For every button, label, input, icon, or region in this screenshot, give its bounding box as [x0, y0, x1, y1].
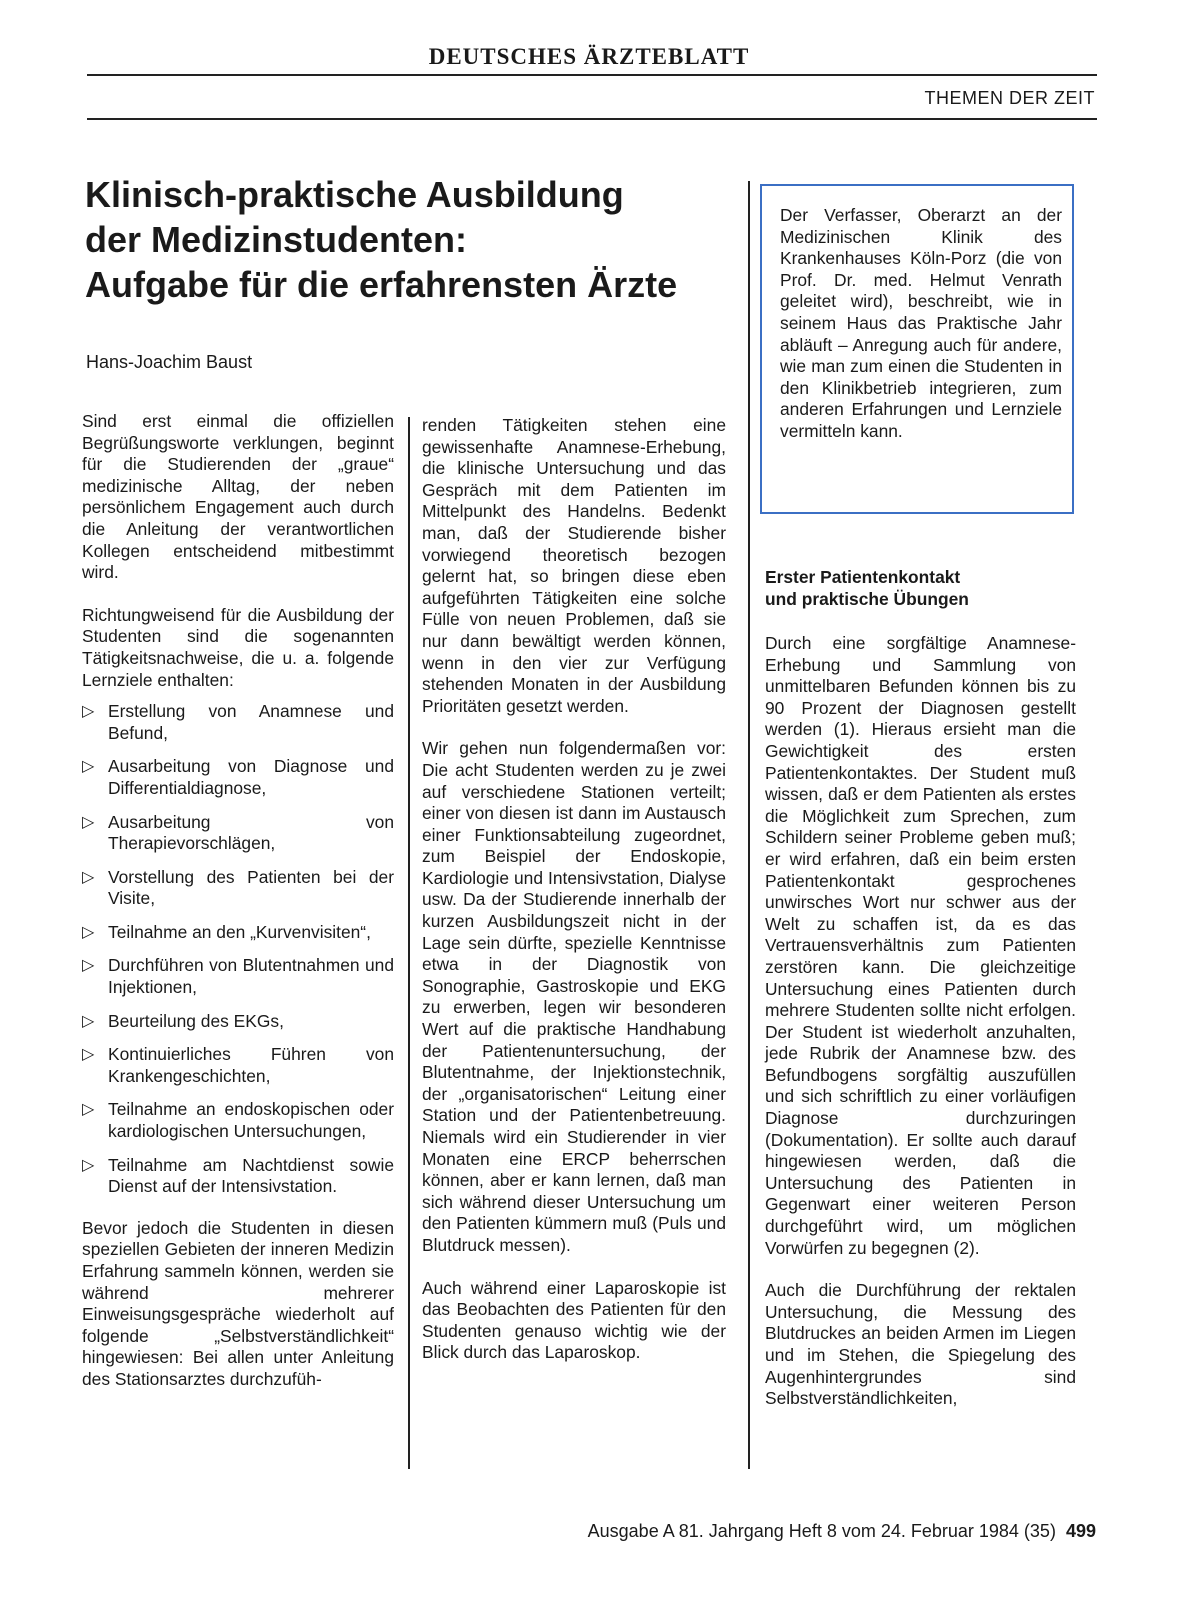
- article-title: [85, 172, 765, 307]
- triangle-right-icon: ▷: [82, 758, 95, 776]
- triangle-right-icon: ▷: [82, 1101, 95, 1119]
- list-item: ▷ Vorstellung des Patienten bei der Visite,: [82, 866, 394, 909]
- info-box: [760, 184, 1074, 514]
- triangle-right-icon: ▷: [82, 957, 95, 975]
- triangle-right-icon: ▷: [82, 703, 95, 721]
- triangle-right-icon: ▷: [82, 923, 95, 941]
- title-line: Klinisch-praktische Ausbildung: [85, 174, 624, 215]
- title-line: der Medizinstudenten:: [85, 219, 468, 260]
- paragraph: Durch eine sorgfältige Anamnese-Erhebung und Sammlung von unmittelbaren Befunden können bis zu 90 Prozent der Diagnosen gestellt werden (1). Hieraus ersieht man die Gewichtigkeit des ersten Patientenkontaktes. Der Student muß wissen, daß er dem Patienten als erstes die Möglichkeit zum Sprechen, zum Schildern seiner Probleme geben muß; er wird erfahren, daß ein beim ersten Patientenkontakt gesprochenes unwirsches Wort nur schwer aus der Welt zu schaffen ist, da es das Vertrauensverhältnis zum Patienten zerstören kann. Die gleichzeitige Untersuchung eines Patienten durch mehrere Studenten sollte nicht erfolgen. Der Student ist wiederholt anzuhalten, jede Rubrik der Anamnese bzw. des Befundbogens sorgfältig auszufüllen und sich schriftlich zu einer vorläufigen Diagnose durchzuringen (Dokumentation). Er sollte auch darauf hingewiesen werden, daß die Untersuchung des Patienten in Gegenwart einer weiteren Person durchgeführt wird, um möglichen Vorwürfen zu begegnen (2).: [765, 633, 1076, 1258]
- paragraph: Auch die Durchführung der rektalen Untersuchung, die Messung des Blutdruckes an beiden Armen im Liegen und im Stehen, die Spiegelung des Augenhintergrundes sind Selbstverständlichkeiten,: [765, 1280, 1076, 1409]
- list-item: ▷ Teilnahme an endoskopischen oder kardiologischen Untersuchungen,: [82, 1099, 394, 1142]
- triangle-right-icon: ▷: [82, 868, 95, 886]
- subhead-line: und praktische Übungen: [765, 588, 969, 609]
- list-item: ▷ Beurteilung des EKGs,: [82, 1010, 284, 1031]
- list-item: ▷ Durchführen von Blutentnahmen und Injektionen,: [82, 955, 394, 998]
- triangle-right-icon: ▷: [82, 1046, 95, 1064]
- section-label: THEMEN DER ZEIT: [924, 88, 1095, 108]
- title-line: Aufgabe für die erfahrensten Ärzte: [85, 264, 678, 305]
- page-footer: [588, 1521, 1096, 1542]
- list-item: ▷ Kontinuierliches Führen von Krankengeschichten,: [82, 1044, 394, 1086]
- list-item: ▷ Ausarbeitung von Diagnose und Differentialdiagnose,: [82, 756, 394, 798]
- info-box-text: Der Verfasser, Oberarzt an der Medizinischen Klinik des Krankenhauses Köln-Porz (die von Prof. Dr. med. Helmut Venrath geleitet wird), beschreibt, wie in seinem Haus das Praktische Jahr abläuft – Anregung auch für andere, wie man zum einen die Studenten in den Klinikbetrieb integrieren, zum anderen Erfahrungen und Lernziele vermitteln kann.: [780, 205, 1062, 441]
- masthead: DEUTSCHES ÄRZTEBLATT: [428, 44, 750, 69]
- paragraph: Bevor jedoch die Studenten in diesen speziellen Gebieten der inneren Medizin Erfahrung sammeln können, werden sie während mehrerer Einweisungsgespräche wiederholt auf folgende „Selbstverständlichkeit“ hingewiesen: Bei allen unter Anleitung des Stationsarztes durchzufüh-: [82, 1217, 394, 1389]
- page-number: 499: [1065, 1521, 1096, 1541]
- column-divider-2: [748, 181, 750, 1469]
- list-item: ▷ Ausarbeitung von Therapievorschlägen,: [82, 811, 394, 854]
- header-rule: [87, 118, 1097, 120]
- paragraph: Richtungweisend für die Ausbildung der Studenten sind die sogenannten Tätigkeitsnachweise, die u. a. folgende Lernziele enthalten:: [82, 604, 394, 690]
- section-subhead: [765, 567, 1076, 610]
- triangle-right-icon: ▷: [82, 1156, 95, 1174]
- column-1: [82, 411, 394, 1412]
- paragraph: Wir gehen nun folgendermaßen vor: Die acht Studenten werden zu je zwei auf verschiedene Stationen verteilt; einer von diesen ist dann im Austausch einer Funktionsabteilung zugeordnet, zum Beispiel der Endoskopie, Kardiologie und Intensivstation, Dialyse usw. Da der Studierende innerhalb der kurzen Ausbildungszeit nicht in der Lage sein dürfte, spezielle Kenntnisse etwa in der Diagnostik von Sonographie, Gastroskopie und EKG zu erwerben, legen wir besonderen Wert auf die praktische Handhabung der Patientenuntersuchung, der Blutentnahme, der Injektionstechnik, der „organisatorischen“ Leitung einer Station und der Patientenbetreuung. Niemals wird ein Studierender in vier Monaten eine ERCP beherrschen können, aber er kann lernen, daß man sich während dieser Untersuchung um den Patienten kümmern muß (Puls und Blutdruck messen).: [422, 738, 726, 1255]
- masthead-rule: [87, 74, 1097, 76]
- list-item: ▷ Teilnahme am Nachtdienst sowie Dienst auf der Intensivstation.: [82, 1154, 394, 1197]
- paragraph: renden Tätigkeiten stehen eine gewissenhafte Anamnese-Erhebung, die klinische Untersuchung und das Gespräch mit dem Patienten im Mittelpunkt des Handelns. Bedenkt man, daß der Studierende bisher vorwiegend theoretisch bezogen gelernt hat, so bringen diese eben aufgeführten Tätigkeiten eine solche Fülle von neuen Problemen, daß sie nur dann bewältigt werden können, wenn in den vier zur Verfügung stehenden Monaten in der Ausbildung Prioritäten gesetzt werden.: [422, 415, 726, 716]
- list-item: ▷ Teilnahme an den „Kurvenvisiten“,: [82, 921, 371, 942]
- issue-info: Ausgabe A 81. Jahrgang Heft 8 vom 24. Februar 1984 (35): [587, 1521, 1056, 1541]
- triangle-right-icon: ▷: [82, 813, 95, 831]
- column-3: [765, 633, 1076, 1431]
- author-name: Hans-Joachim Baust: [86, 352, 253, 372]
- learning-goals-list: [82, 701, 394, 1198]
- subhead-line: Erster Patientenkontakt: [765, 567, 961, 587]
- column-2: [422, 415, 726, 1385]
- paragraph: Auch während einer Laparoskopie ist das Beobachten des Patienten für den Studenten genauso wichtig wie der Blick durch das Laparoskop.: [422, 1277, 726, 1363]
- list-item: ▷ Erstellung von Anamnese und Befund,: [82, 701, 394, 743]
- triangle-right-icon: ▷: [82, 1012, 95, 1030]
- column-divider-1: [408, 417, 410, 1469]
- paragraph: Sind erst einmal die offiziellen Begrüßungsworte verklungen, beginnt für die Studierenden der „graue“ medizinische Alltag, der neben persönlichem Engagement auch durch die Anleitung der verantwortlichen Kollegen entscheidend mitbestimmt wird.: [82, 411, 394, 583]
